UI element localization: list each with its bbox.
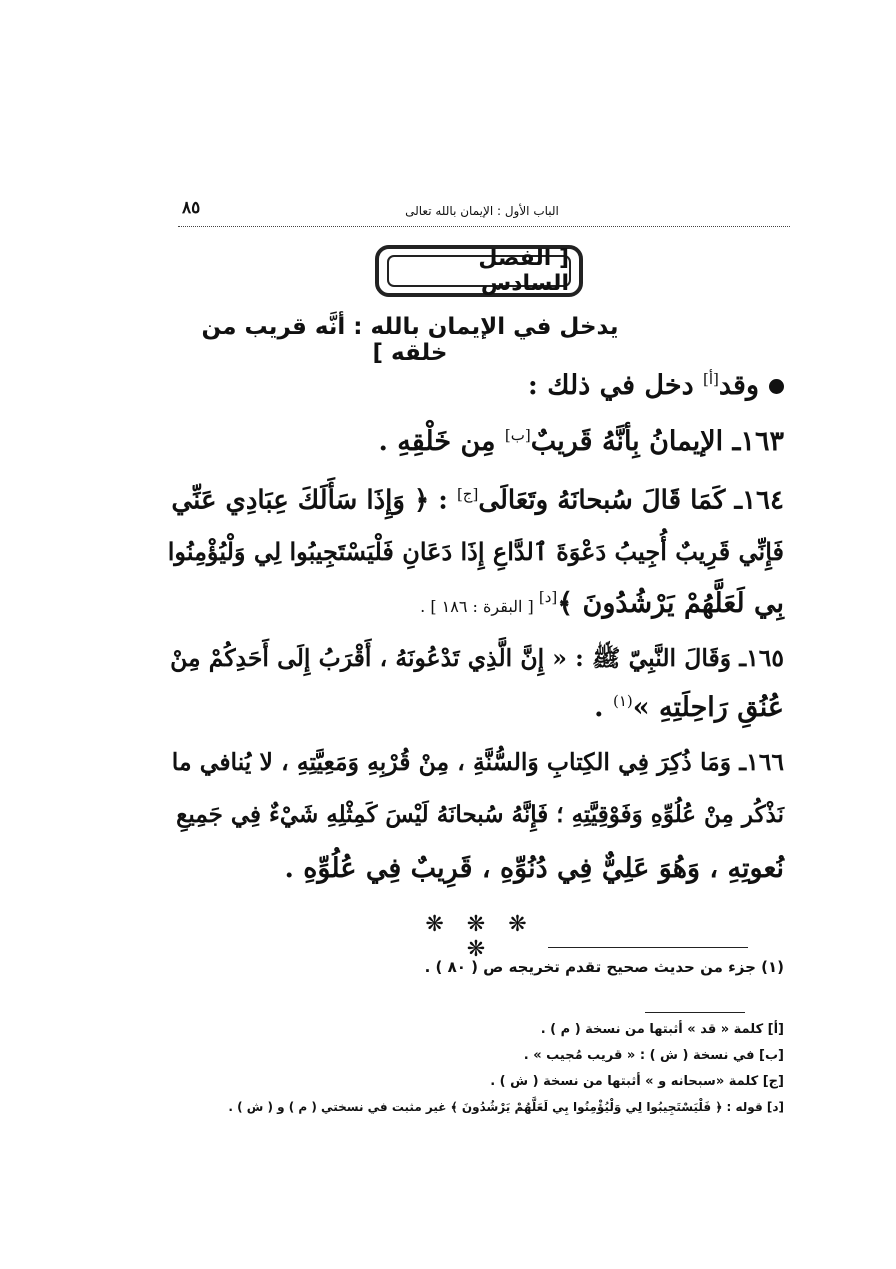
paragraph-164-line-2 (168, 537, 784, 566)
variant-mark: [ج] (456, 485, 479, 503)
paragraph-164-line-3 (420, 588, 784, 619)
paragraph-text: : ﴿ وَإِذَا سَأَلَكَ عِبَادِي عَنِّي (171, 485, 457, 516)
paragraph-text: فَإِنِّي قَرِيبٌ أُجِيبُ دَعْوَةَ ٱلدَّاعِ إِذَا دَعَانِ فَلْيَسْتَجِيبُوا لِي وَلْيُؤْمِنُوا (167, 537, 784, 566)
bullet-icon (769, 379, 784, 394)
paragraph-text: ١٦٦ـ وَمَا ذُكِرَ فِي الكِتابِ وَالسُّنَّةِ ، مِنْ قُرْبِهِ وَمَعِيَّتِهِ ، لا يُنافي ما (171, 748, 784, 776)
chapter-title-frame (375, 245, 583, 297)
paragraph-165-line-2 (594, 692, 784, 723)
paragraph-text: مِن خَلْقِهِ . (378, 426, 505, 457)
variant-note-a: [أ] كلمة « قد » أثبتها من نسخة ( م ) . (540, 1022, 784, 1037)
intro-rest: دخل في ذلك : (527, 370, 703, 401)
paragraph-text: نُعوتِهِ ، وَهُوَ عَلِيٌّ فِي دُنُوِّهِ ، قَرِيبٌ فِي عُلُوِّهِ . (284, 853, 784, 884)
paragraph-165-line-1 (170, 644, 784, 678)
chapter-title: [ الفصل السادس (387, 255, 571, 287)
intro-line (528, 370, 784, 401)
paragraph-text: ١٦٤ـ كَمَا قَالَ سُبحانَهُ وتَعَالَى (478, 485, 784, 516)
paragraph-text: نَذْكُر مِنْ عُلُوِّهِ وَفَوْقِيَّتِهِ ؛ فَإِنَّهُ سُبحانَهُ لَيْسَ كَمِثْلِهِ شَيْءٌ فِي جَمِيعِ (176, 801, 784, 828)
footnote-1: (١) جزء من حديث صحيح تقدم تخريجه ص ( ٨٠ ) . (424, 958, 784, 976)
paragraph-text: عُنُقِ رَاحِلَتِهِ » (632, 692, 784, 723)
paragraph-164-line-1 (171, 485, 784, 516)
intro-text: وقد (718, 370, 759, 401)
paragraph-text: بِي لَعَلَّهُمْ يَرْشُدُونَ ﴾ (557, 588, 784, 619)
paragraph-text: ١٦٥ـ وَقَالَ النَّبِيّ ﷺ : « إِنَّ الَّذِي تَدْعُونَهُ ، أَقْرَبُ إِلَى أَحَدِكُمْ مِنْ (170, 644, 784, 672)
section-separator: ❋ ❋ ❋ ❋ (425, 912, 535, 962)
paragraph-text: ١٦٣ـ الإيمانُ بِأنَّهُ قَريبٌ (530, 426, 784, 457)
page-number: ٨٥ (182, 198, 201, 218)
variant-notes-divider (645, 1012, 745, 1013)
quran-reference: [ البقرة : ١٨٦ ] . (420, 597, 539, 616)
variant-mark: [أ] (703, 370, 719, 388)
variant-note-d: [د] قوله : ﴿ فَلْيَسْتَجِيبُوا لِي وَلْيُؤْمِنُوا بِي لَعَلَّهُمْ يَرْشُدُونَ ﴾ غير مثبت في نسختي ( م ) و ( ش ) . (228, 1100, 784, 1114)
paragraph-166-line-2 (176, 801, 784, 828)
header-divider (178, 226, 790, 227)
chapter-subtitle: يدخل في الإيمان بالله : أنَّه قريب من خلقه ] (201, 314, 619, 366)
paragraph-166-line-1 (172, 748, 784, 776)
page-header (182, 194, 790, 224)
running-title: الباب الأول : الإيمان بالله تعالى (405, 204, 559, 218)
paragraph-163-line-1 (379, 426, 785, 457)
variant-mark: [ب] (504, 426, 531, 444)
variant-note-b: [ب] في نسخة ( ش ) : « قريب مُجيب » . (523, 1048, 784, 1063)
variant-note-c: [ج] كلمة «سبحانه و » أثبتها من نسخة ( ش ) . (490, 1074, 784, 1089)
variant-mark: [د] (538, 588, 558, 606)
footnote-divider (548, 947, 748, 948)
paragraph-text: . (594, 692, 613, 723)
footnote-mark: (١) (612, 692, 633, 710)
paragraph-166-line-3 (284, 853, 784, 884)
